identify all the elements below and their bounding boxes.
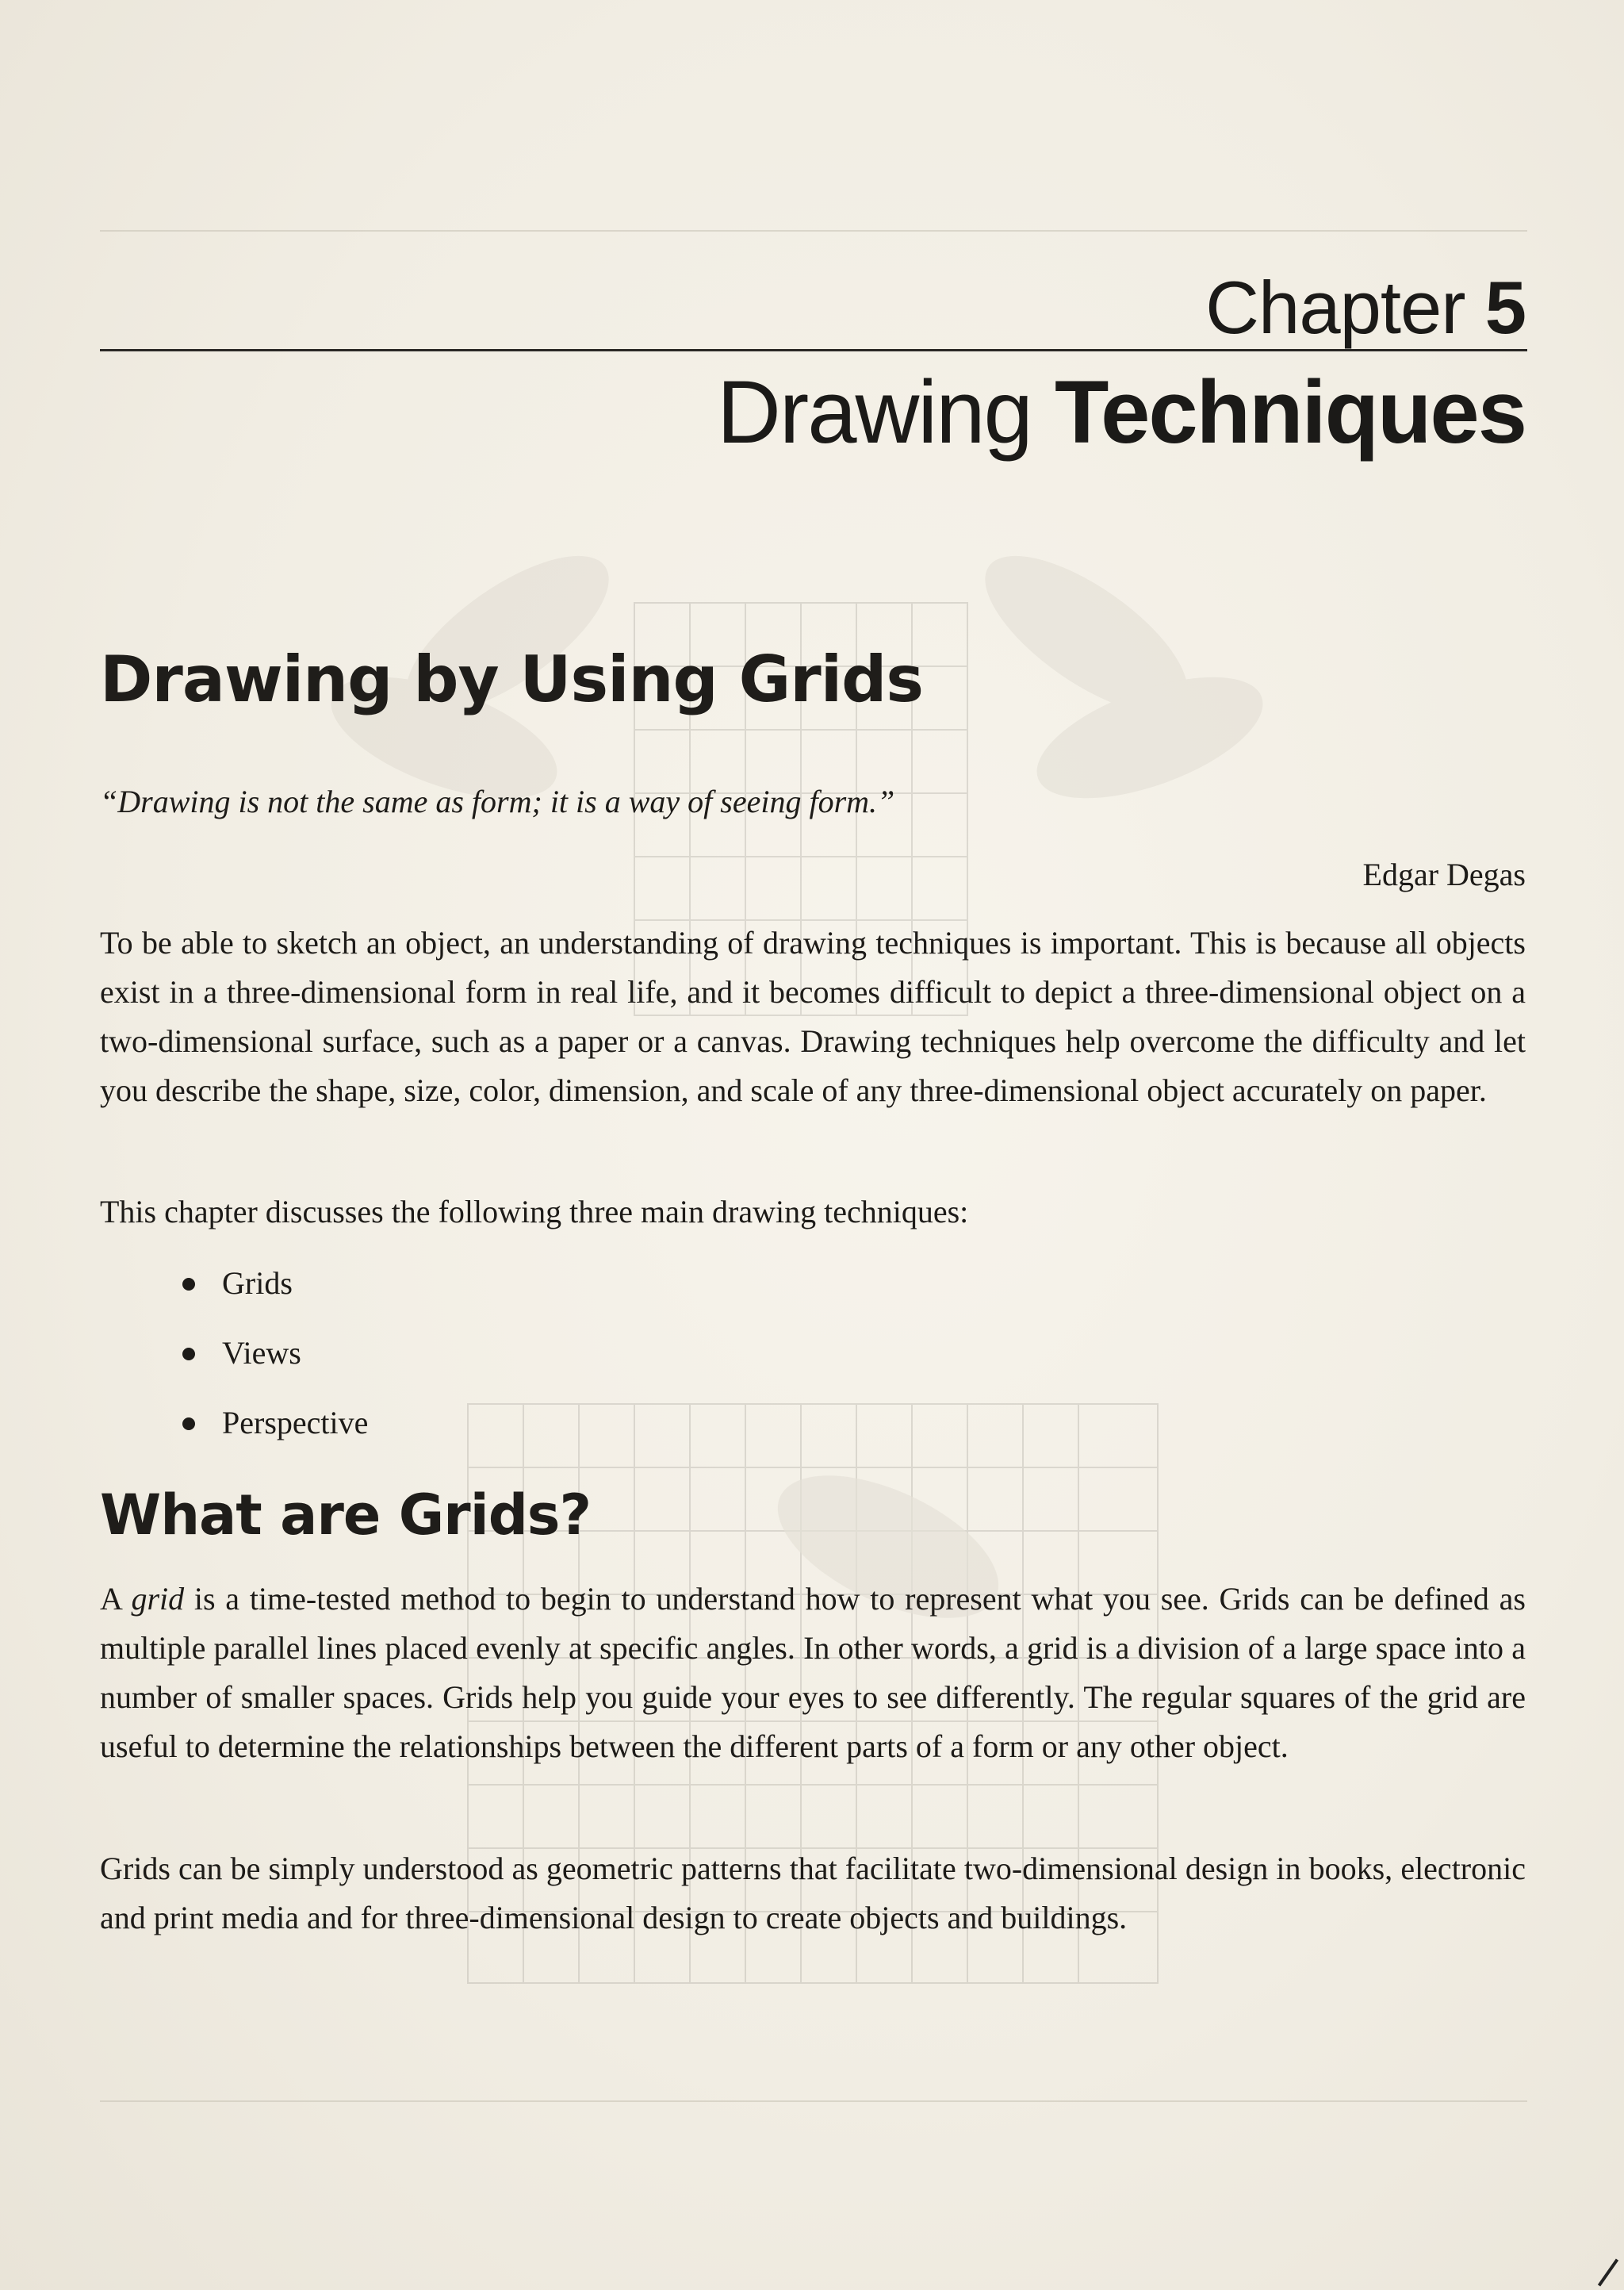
grid-usage-paragraph: Grids can be simply understood as geometric patterns that facilitate two-dimensional design in books, electronic and print media and for three-dimensional design to create objects and buildings. — [100, 1851, 1526, 1935]
techniques-list — [100, 1249, 368, 1458]
grid-definition-prefix: A — [100, 1581, 132, 1617]
list-item-text: Perspective — [222, 1405, 369, 1440]
grid-term: grid — [131, 1581, 185, 1617]
epigraph-author: Edgar Degas — [1362, 857, 1526, 892]
chapter-title — [717, 362, 1526, 462]
grid-definition-body: is a time-tested method to begin to understand how to represent what you see. Grids can be defined as multiple parallel lines placed evenly at specific angles. In other words, a grid is a division of a large space into a number of smaller spaces. Grids help you guide your eyes to see differently. The regular squares of the grid are useful to determine the relationships between the different parts of a form or any other object. — [100, 1581, 1526, 1764]
bullet-icon — [182, 1348, 195, 1360]
grid-definition-paragraph — [100, 1575, 1526, 1771]
list-item-text: Grids — [222, 1265, 293, 1301]
chapter-title-light: Drawing — [717, 362, 1032, 462]
chapter-divider — [100, 349, 1527, 351]
list-item — [100, 1249, 368, 1318]
bullet-icon — [182, 1278, 195, 1291]
chapter-label-text: Chapter — [1205, 266, 1465, 349]
intro-paragraph: To be able to sketch an object, an understanding of drawing techniques is important. This is because all objects exist in a three-dimensional form in real life, and it becomes difficult to depict a three-dimensional object on a two-dimensional surface, such as a paper or a canvas. Drawing techniques help overcome the difficulty and let you describe the shape, size, color, dimension, and scale of any three-dimensional object accurately on paper. — [100, 925, 1526, 1108]
epigraph-quote: “Drawing is not the same as form; it is a way of seeing form.” — [100, 784, 895, 819]
lead-in-paragraph: This chapter discusses the following three main drawing techniques: — [100, 1194, 969, 1229]
list-item — [100, 1318, 368, 1388]
list-item — [100, 1388, 368, 1458]
bullet-icon — [182, 1417, 195, 1430]
chapter-number: 5 — [1484, 266, 1526, 349]
chapter-title-bold: Techniques — [1054, 362, 1526, 462]
section-heading: Drawing by Using Grids — [100, 643, 923, 716]
subsection-heading: What are Grids? — [100, 1483, 592, 1548]
chapter-label — [1205, 268, 1526, 347]
list-item-text: Views — [222, 1335, 301, 1371]
